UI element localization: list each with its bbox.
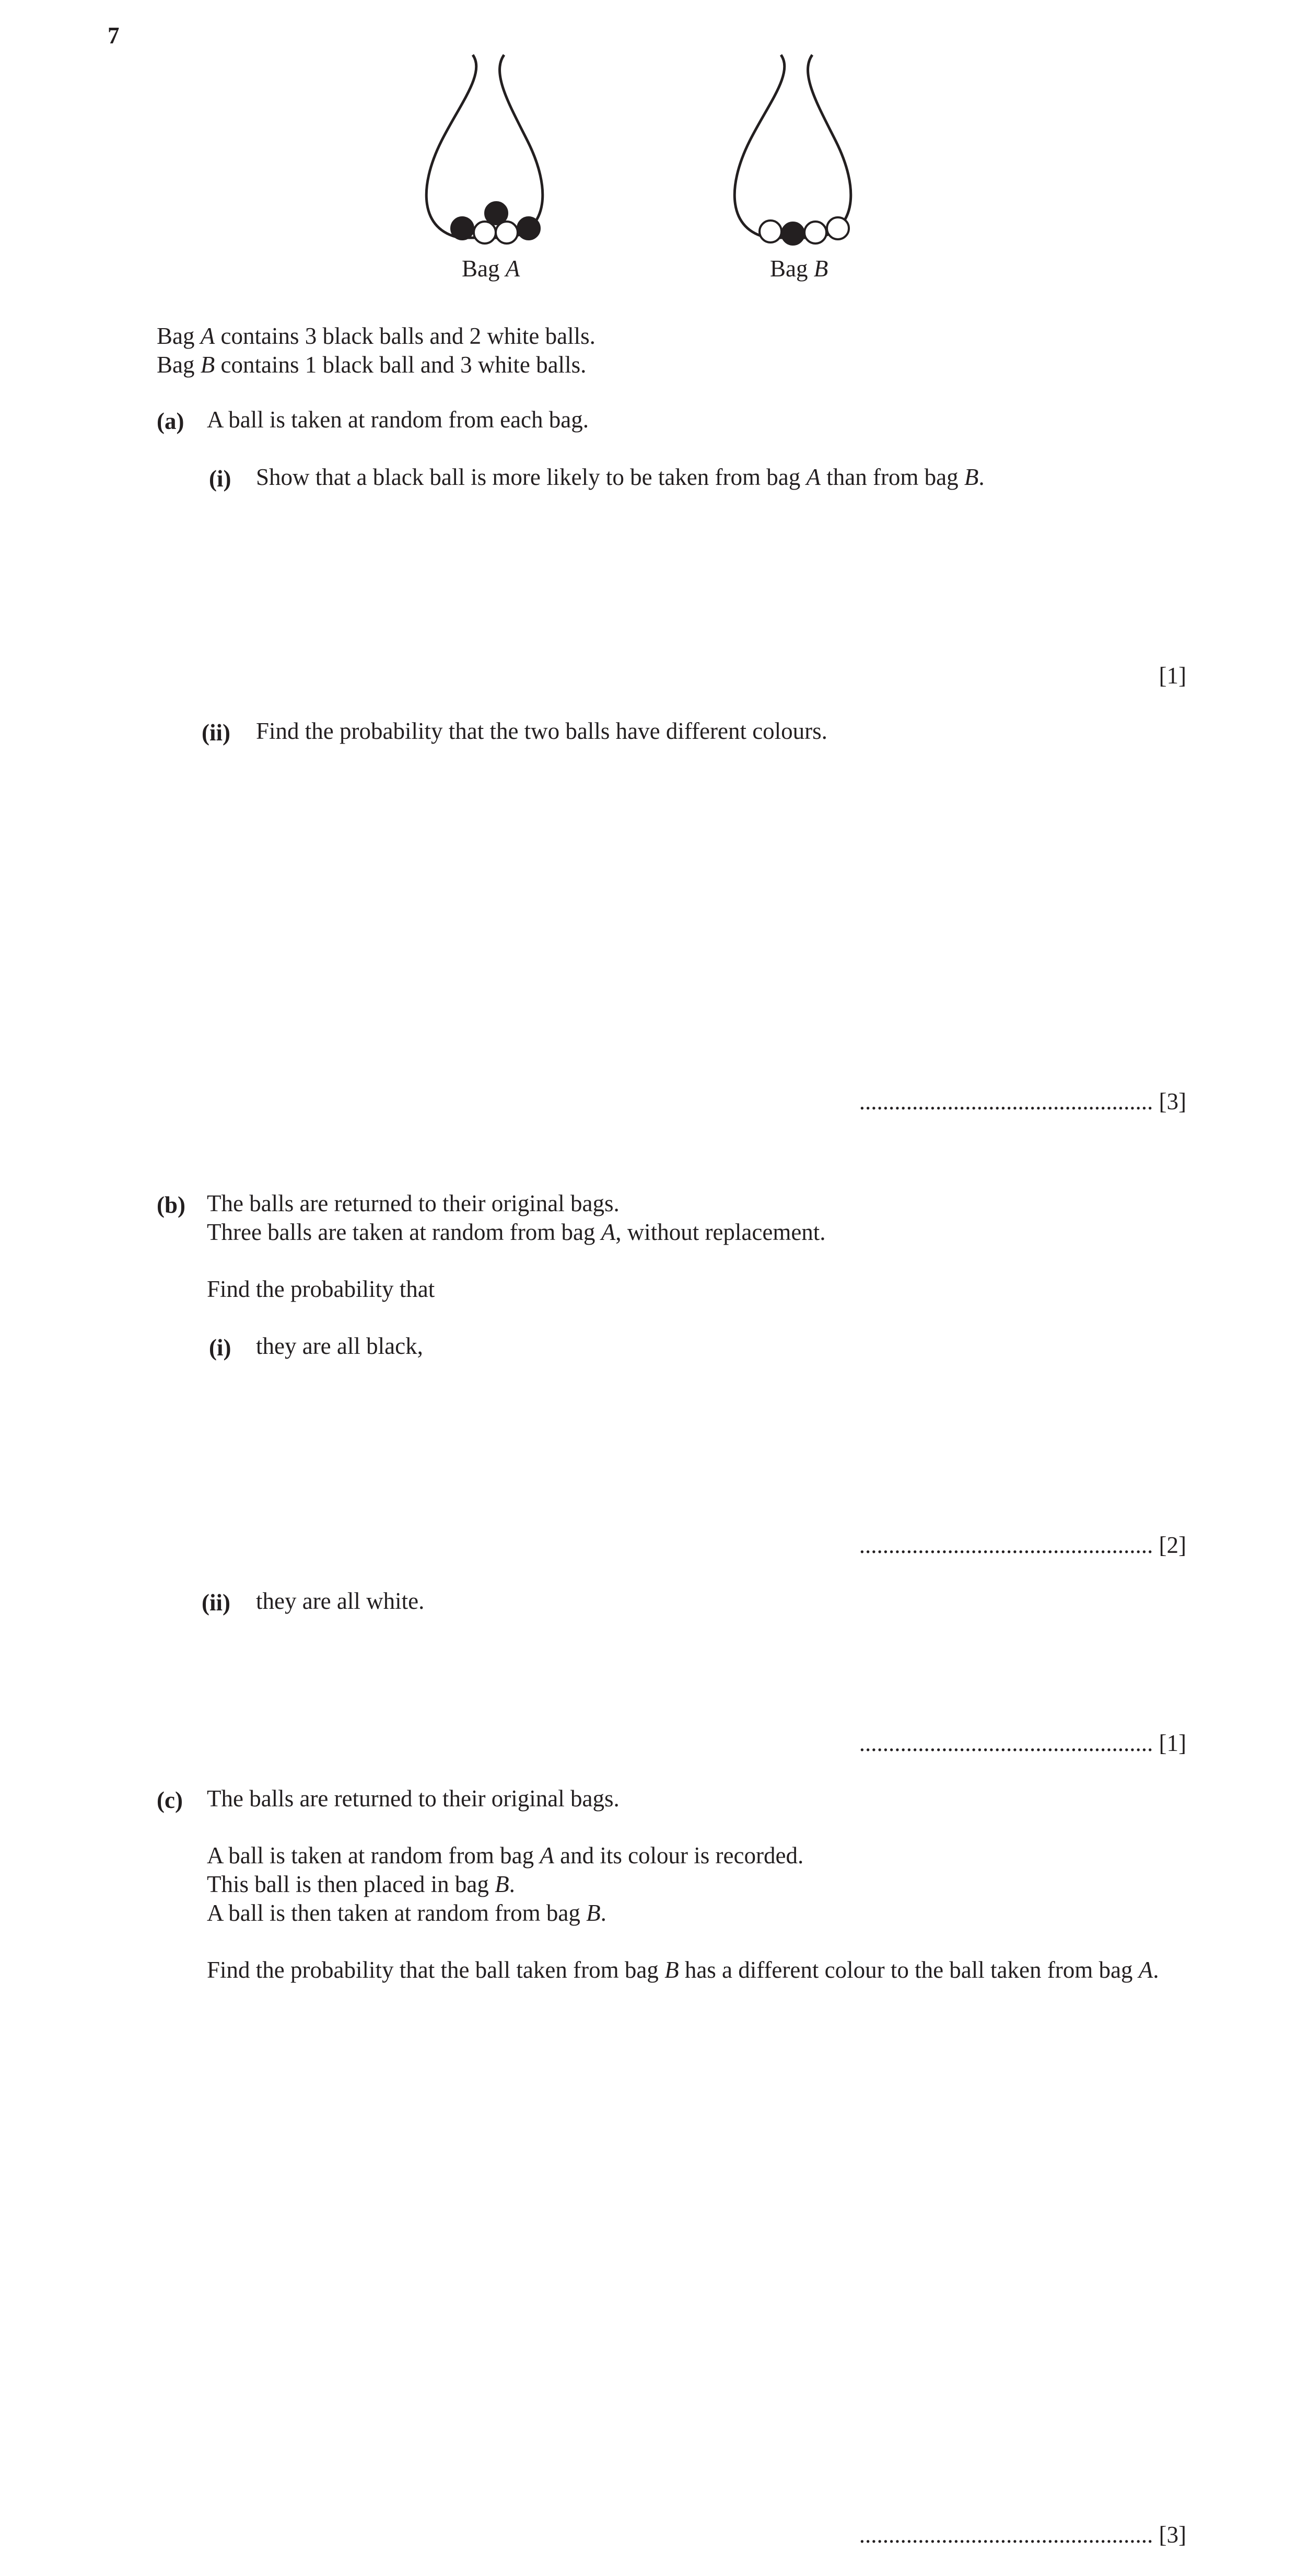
part-a-i-text: Show that a black ball is more likely to be taken from bag A than from bag B. (256, 464, 985, 490)
part-b-ii-answer: .................................................. [1] (859, 1730, 1186, 1756)
question-number: 7 (108, 22, 120, 49)
part-b-line-2: Three balls are taken at random from bag A, without replacement. (207, 1219, 826, 1245)
part-c-line-1: The balls are returned to their original bags. (207, 1785, 620, 1812)
part-c-line-3: This ball is then placed in bag B. (207, 1871, 515, 1897)
bag-a-outline (426, 55, 543, 238)
bag-b-outline (734, 55, 851, 238)
bag-b-ball-white (804, 222, 826, 243)
intro-line-1: Bag A contains 3 black balls and 2 white balls. (157, 323, 596, 349)
bag-b-ball-white (760, 221, 781, 242)
part-b-i-answer: .................................................. [2] (859, 1532, 1186, 1558)
answer-line[interactable]: .................................................. (859, 1730, 1153, 1756)
part-a-label: (a) (157, 408, 184, 434)
bag-b-label: Bag B (770, 256, 828, 282)
part-a-ii-text: Find the probability that the two balls have different colours. (256, 718, 827, 744)
part-b-find: Find the probability that (207, 1276, 435, 1302)
part-b-ii-label: (ii) (202, 1589, 230, 1616)
part-c-answer: .................................................. [3] (859, 2522, 1186, 2548)
part-b-ii-text: they are all white. (256, 1588, 425, 1614)
bag-a-ball-white (474, 222, 496, 243)
bags-figure (0, 0, 1296, 293)
part-b-i-label: (i) (209, 1335, 231, 1361)
answer-line[interactable]: .................................................. (859, 1532, 1153, 1558)
part-a-ii-answer: .................................................. [3] (859, 1088, 1186, 1115)
answer-line[interactable]: .................................................. (859, 1088, 1153, 1115)
part-b-i-text: they are all black, (256, 1333, 423, 1359)
part-c-line-4: A ball is then taken at random from bag B. (207, 1900, 606, 1926)
part-c-line-2: A ball is taken at random from bag A and its colour is recorded. (207, 1842, 804, 1869)
part-b-line-1: The balls are returned to their original bags. (207, 1190, 620, 1216)
part-a-stem: A ball is taken at random from each bag. (207, 407, 589, 433)
part-b-label: (b) (157, 1192, 185, 1218)
part-c-find: Find the probability that the ball taken from bag B has a different colour to the ball taken from bag A. (207, 1957, 1159, 1983)
part-a-i-marks: [1] (1159, 663, 1186, 689)
bag-a-label: Bag A (462, 256, 520, 282)
answer-line[interactable]: .................................................. (859, 2522, 1153, 2548)
part-a-i-label: (i) (209, 466, 231, 492)
part-a-ii-label: (ii) (202, 720, 230, 746)
part-c-label: (c) (157, 1787, 183, 1813)
bag-b-ball-white (827, 217, 849, 239)
bag-a-ball-black (485, 202, 507, 224)
intro-line-2: Bag B contains 1 black ball and 3 white balls. (157, 352, 587, 378)
bag-a-ball-black (451, 217, 473, 239)
bag-b-ball-black (782, 223, 804, 245)
bag-a-ball-black (518, 217, 540, 239)
